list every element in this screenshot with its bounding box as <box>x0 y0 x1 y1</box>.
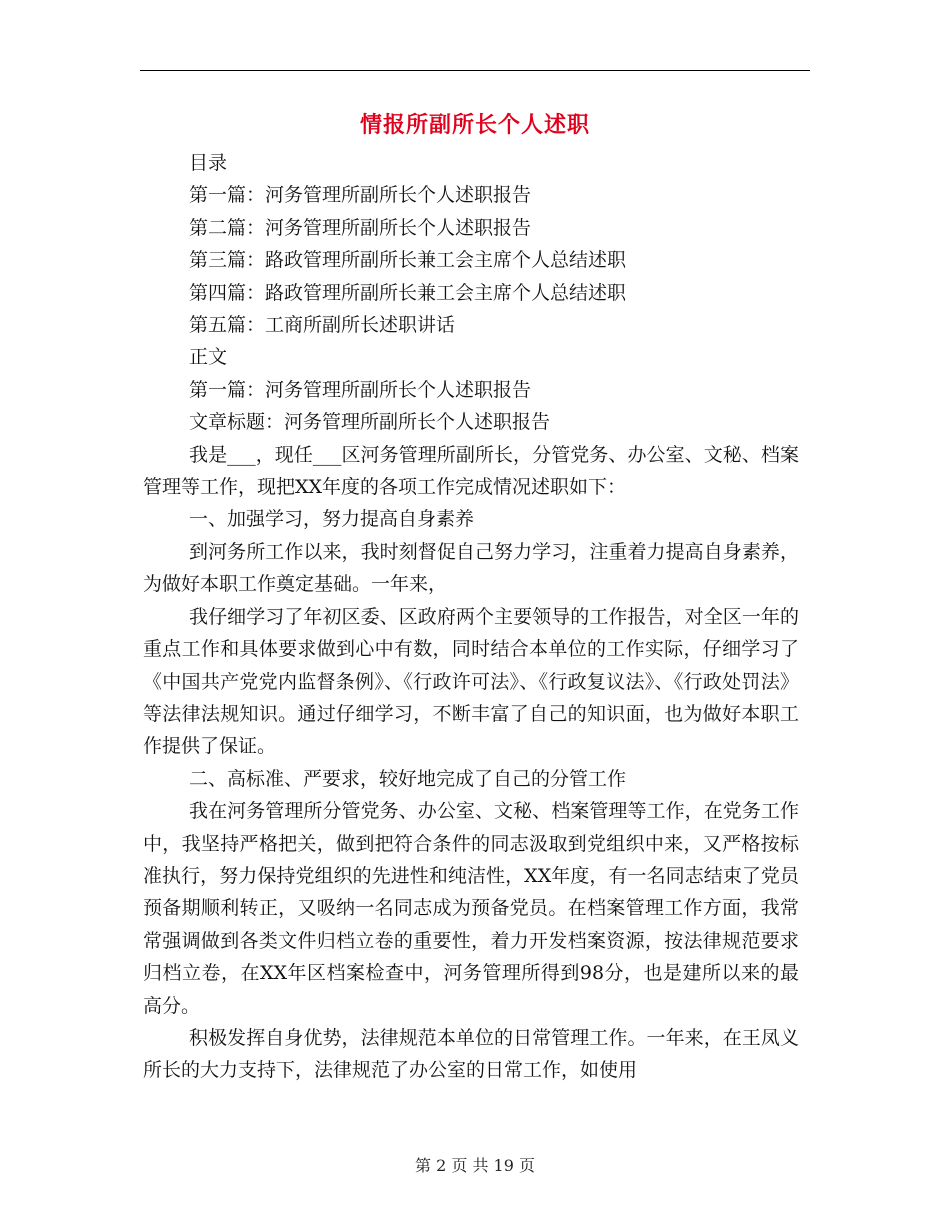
body-paragraph: 到河务所工作以来，我时刻督促自己努力学习，注重着力提高自身素养，为做好本职工作奠定基础。一年来， <box>143 540 799 596</box>
toc-item: 第三篇：路政管理所副所长兼工会主席个人总结述职 <box>189 249 627 272</box>
toc-item: 第五篇：工商所副所长述职讲话 <box>189 314 456 337</box>
document-title: 情报所副所长个人述职 <box>359 112 590 138</box>
toc-item: 第四篇：路政管理所副所长兼工会主席个人总结述职 <box>189 281 627 304</box>
document-body <box>143 147 799 1087</box>
section-heading: 二、高标准、严要求，较好地完成了自己的分管工作 <box>189 767 627 790</box>
article-title: 文章标题：河务管理所副所长个人述职报告 <box>189 411 551 434</box>
body-heading: 正文 <box>189 346 228 369</box>
body-paragraph: 积极发挥自身优势，法律规范本单位的日常管理工作。一年来，在王凤义所长的大力支持下，法律规范了办公室的日常工作，如使用 <box>143 1026 799 1082</box>
toc-item: 第一篇：河务管理所副所长个人述职报告 <box>189 184 532 207</box>
body-paragraph: 我在河务管理所分管党务、办公室、文秘、档案管理等工作，在党务工作中，我坚持严格把关，做到把符合条件的同志汲取到党组织中来，又严格按标准执行，努力保持党组织的先进性和纯洁性，XX年度，有一名同志结束了党员预备期顺利转正，又吸纳一名同志成为预备党员。在档案管理工作方面，我常常强调做到各类文件归档立卷的重要性，着力开发档案资源，按法律规范要求归档立卷，在XX年区档案检查中，河务管理所得到98分，也是建所以来的最高分。 <box>143 800 799 1017</box>
body-paragraph: 我仔细学习了年初区委、区政府两个主要领导的工作报告，对全区一年的重点工作和具体要求做到心中有数，同时结合本单位的工作实际，仔细学习了《中国共产党党内监督条例》、《行政许可法》、《行政复议法》、《行政处罚法》等法律法规知识。通过仔细学习，不断丰富了自己的知识面，也为做好本职工作提供了保证。 <box>143 605 799 758</box>
intro-paragraph: 我是___，现任___区河务管理所副所长，分管党务、办公室、文秘、档案管理等工作，现把XX年度的各项工作完成情况述职如下： <box>143 443 799 499</box>
section-heading: 一、加强学习，努力提高自身素养 <box>189 508 475 531</box>
page-number-footer: 第 2 页 共 19 页 <box>415 1156 535 1175</box>
header-rule <box>140 70 810 71</box>
toc-heading: 目录 <box>189 152 228 174</box>
toc-item: 第二篇：河务管理所副所长个人述职报告 <box>189 216 532 239</box>
chapter-title: 第一篇：河务管理所副所长个人述职报告 <box>189 378 532 401</box>
